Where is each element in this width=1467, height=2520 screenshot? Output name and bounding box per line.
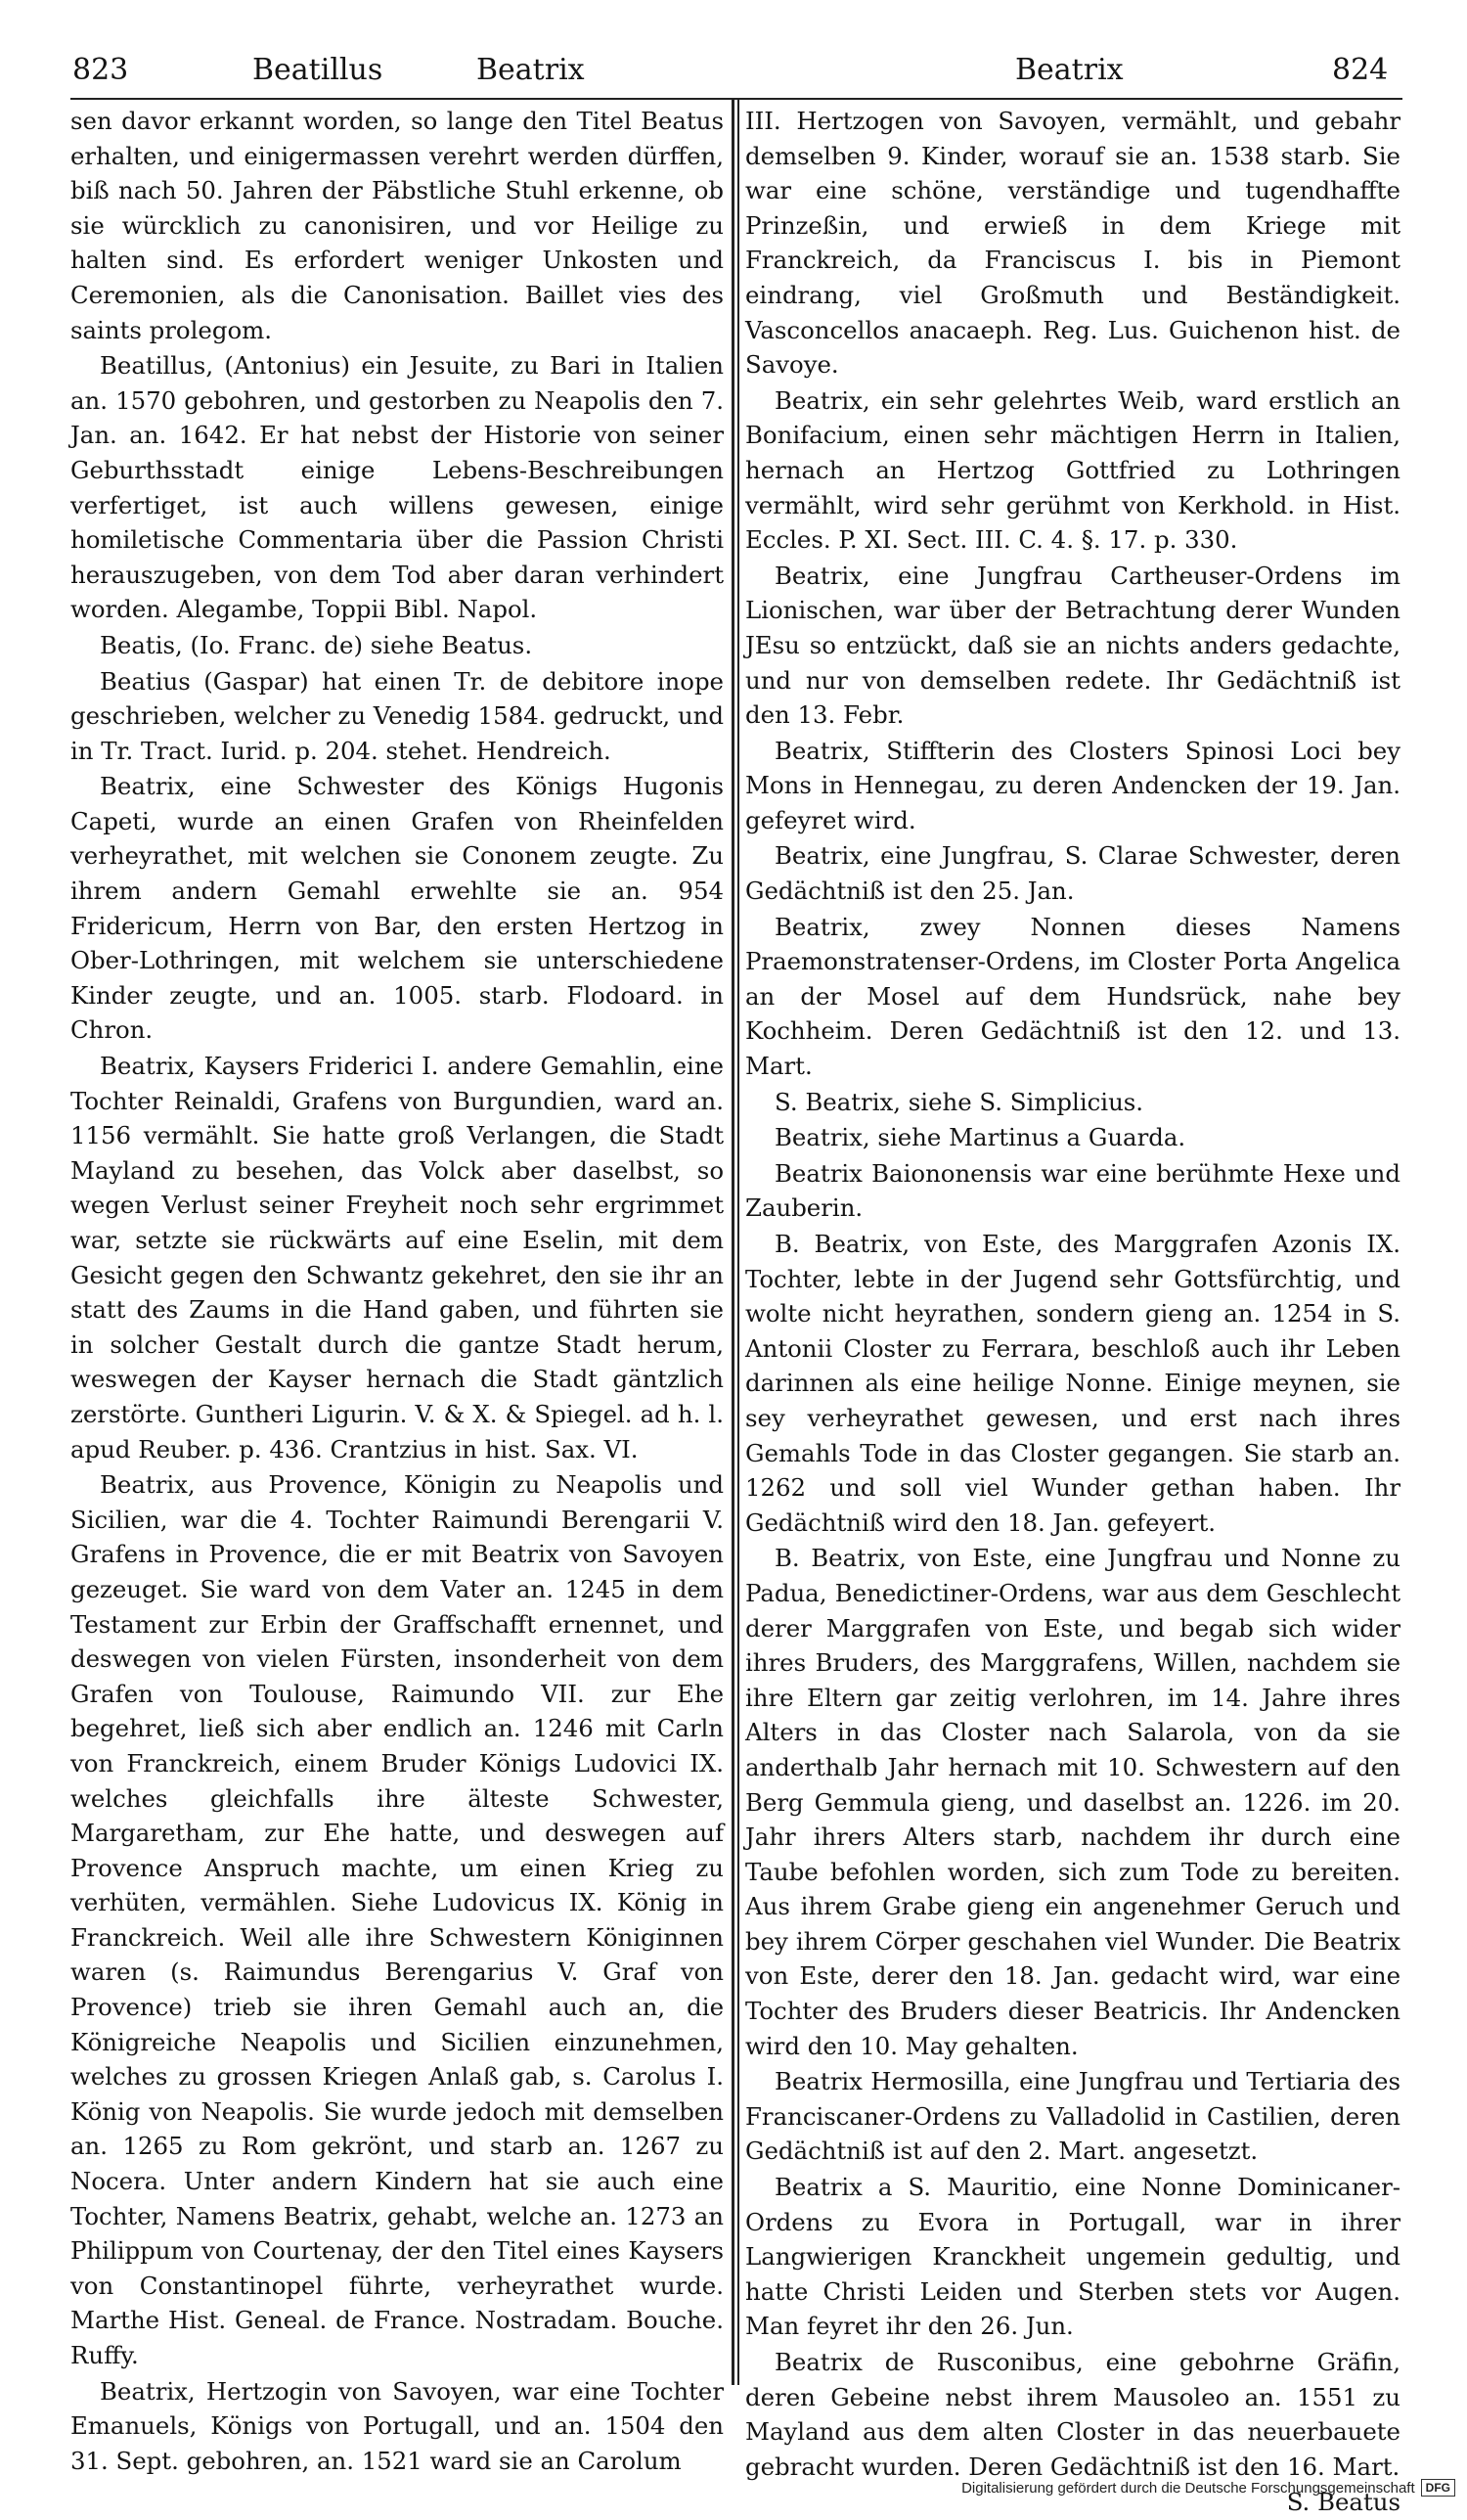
entry-paragraph: Beatrix Baiononensis war eine berühmte Hexe und Zauberin. (745, 1158, 1400, 1223)
digitization-footer (961, 2479, 1455, 2497)
entry-paragraph: Beatrix, siehe Martinus a Guarda. (775, 1123, 1186, 1152)
footer-text: Digitalisierung gefördert durch die Deutsche Forschungsgemeinschaft (961, 2479, 1415, 2497)
entry-paragraph: Beatrix, Hertzogin von Savoyen, war eine Tochter Emanuels, Königs von Portugall, und an. 1504 den 31. Sept. gebohren, an. 1521 ward sie an Carolum (70, 2376, 724, 2475)
dfg-logo: DFG (1421, 2479, 1455, 2497)
catchword-left-2: Beatrix (476, 53, 585, 87)
catchword-right: Beatrix (1015, 53, 1124, 87)
column-divider (732, 98, 734, 2385)
entry-paragraph: Beatius (Gaspar) hat einen Tr. de debitore inope geschrieben, welcher zu Venedig 1584. gedruckt, und in Tr. Tract. Iurid. p. 204. stehet. Hendreich. (70, 666, 724, 765)
entry-paragraph: Beatrix, eine Jungfrau, S. Clarae Schwester, deren Gedächtniß ist den 25. Jan. (745, 841, 1400, 906)
entry-paragraph: Beatrix, ein sehr gelehrtes Weib, ward erstlich an Bonifacium, einen sehr mächtigen Herrn in Italien, hernach an Hertzog Gottfried zu Lothringen vermählt, wird sehr gerühmt von Kerkhold. in Hist. Eccles. P. XI. Sect. III. C. 4. §. 17. p. 330. (745, 385, 1400, 555)
entry-paragraph: Beatrix, eine Schwester des Königs Hugonis Capeti, wurde an einen Grafen von Rheinfelden verheyrathet, mit welchen sie Cononem zeugte. Zu ihrem andern Gemahl erwehlte sie an. 954 Fridericum, Herrn von Bar, den ersten Hertzog in Ober-Lothringen, mit welchem sie unterschiedene Kinder zeugte, und an. 1005. starb. Flodoard. in Chron. (70, 772, 724, 1045)
left-column (70, 104, 724, 2475)
entry-paragraph: Beatrix, aus Provence, Königin zu Neapolis und Sicilien, war die 4. Tochter Raimundi Berengarii V. Grafens in Provence, die er mit Beatrix von Savoyen gezeuget. Sie ward von dem Vater an. 1245 in dem Testament zur Erbin der Graffschafft ernennet, und deswegen von vielen Fürsten, insonderheit von dem Grafen von Toulouse, Raimundo VII. zur Ehe begehret, ließ sich aber endlich an. 1246 mit Carln von Franckreich, einem Bruder Königs Ludovici IX. welches gleichfalls ihre älteste Schwester, Margaretham, zur Ehe hatte, und deswegen auf Provence Anspruch machte, um einen Krieg zu verhüten, vermählen. Siehe Ludovicus IX. König in Franckreich. Weil alle ihre Schwestern Königinnen waren (s. Raimundus Berengarius V. Graf von Provence) trieb sie ihren Gemahl auch an, die Königreiche Neapolis und Sicilien einzunehmen, welches zu grossen Kriegen Anlaß gab, s. Carolus I. König von Neapolis. Sie wurde jedoch mit demselben an. 1265 zu Rom gekrönt, und starb an. 1267 zu Nocera. Unter andern Kindern hat sie auch eine Tochter, Namens Beatrix, gehabt, welche an. 1273 an Philippum von Courtenay, der den Titel eines Kaysers von Constantinopel führte, verheyrathet wurde. Marthe Hist. Geneal. de France. Nostradam. Bouche. Ruffy. (70, 1470, 724, 2369)
entry-paragraph: Beatrix, Stiffterin des Closters Spinosi Loci bey Mons in Hennegau, zu deren Andencken der 19. Jan. gefeyret wird. (745, 736, 1400, 834)
header-rule (70, 98, 1402, 100)
entry-paragraph: sen davor erkannt worden, so lange den Titel Beatus erhalten, und einigermassen verehrt werden dürffen, biß nach 50. Jahren der Päbstliche Stuhl erkenne, ob sie würcklich zu canonisiren, und vor Heilige zu halten sind. Es erfordert weniger Unkosten und Ceremonien, als die Canonisation. Baillet vies des saints prolegom. (70, 107, 724, 344)
entry-paragraph: Beatrix, zwey Nonnen dieses Namens Praemonstratenser-Ordens, im Closter Porta Angelica an der Mosel auf dem Hundsrück, nahe bey Kochheim. Deren Gedächtniß ist den 12. und 13. Mart. (745, 912, 1400, 1081)
entry-paragraph: III. Hertzogen von Savoyen, vermählt, und gebahr demselben 9. Kinder, worauf sie an. 1538 starb. Sie war eine schöne, verständige und tugendhaffte Prinzeßin, und erwieß in dem Kriege mit Franckreich, da Franciscus I. bis in Piemont eindrang, viel Großmuth und Beständigkeit. Vasconcellos anacaeph. Reg. Lus. Guichenon hist. de Savoye. (745, 107, 1400, 380)
column-divider-second (737, 98, 739, 2385)
catchword-left-1: Beatillus (252, 53, 383, 87)
page-header (68, 51, 1399, 100)
page-number-left: 823 (72, 53, 129, 87)
entry-paragraph: Beatrix de Rusconibus, eine gebohrne Gräfin, deren Gebeine nebst ihrem Mausoleo an. 1551 zu Mayland aus dem alten Closter in das neuerbauete gebracht wurden. Deren Gedächtniß ist den 16. Mart. (745, 2348, 1400, 2481)
entry-paragraph: Beatrix, Kaysers Friderici I. andere Gemahlin, eine Tochter Reinaldi, Grafens von Burgundien, ward an. 1156 vermählt. Sie hatte groß Verlangen, die Stadt Mayland zu besehen, das Volck aber daselbst, so wegen Verlust seiner Freyheit noch sehr ergrimmet war, setzte sie rückwärts auf eine Eselin, mit dem Gesicht gegen den Schwantz gekehret, den sie ihr an statt des Zaums in die Hand gaben, und führten sie in solcher Gestalt durch die gantze Stadt herum, weswegen der Kayser hernach die Stadt gäntzlich zerstörte. Guntheri Ligurin. V. & X. & Spiegel. ad h. l. apud Reuber. p. 436. Crantzius in hist. Sax. VI. (70, 1052, 724, 1463)
entry-paragraph: Beatrix, eine Jungfrau Cartheuser-Ordens im Lionischen, war über der Betrachtung derer Wunden JEsu so entzückt, daß sie an nichts anders gedachte, und nur von demselben redete. Ihr Gedächtniß ist den 13. Febr. (745, 561, 1400, 730)
entry-paragraph: Beatillus, (Antonius) ein Jesuite, zu Bari in Italien an. 1570 gebohren, und gestorben zu Neapolis den 7. Jan. an. 1642. Er hat nebst der Historie von seiner Geburthsstadt einige Lebens-Beschreibungen verfertiget, ist auch willens gewesen, einige homiletische Commentaria über die Passion Christi herauszugeben, von dem Tod aber daran verhindert worden. Alegambe, Toppii Bibl. Napol. (70, 351, 724, 624)
entry-paragraph: Beatis, (Io. Franc. de) siehe Beatus. (100, 630, 533, 659)
page-number-right: 824 (1332, 53, 1389, 87)
catchword-bottom: S. Beatus (1286, 2488, 1400, 2517)
entry-paragraph: B. Beatrix, von Este, eine Jungfrau und Nonne zu Padua, Benedictiner-Ordens, war aus dem Geschlecht derer Marggrafen von Este, und begab sich wider ihres Bruders, des Marggrafens, Willen, nachdem sie ihre Eltern gar zeitig verlohren, im 14. Jahre ihres Alters in das Closter nach Salarola, von da sie anderthalb Jahr hernach mit 10. Schwestern auf den Berg Gemmula gieng, und daselbst an. 1226. im 20. Jahr ihrers Alters starb, nachdem ihr durch eine Taube befohlen worden, sich zum Tode zu bereiten. Aus ihrem Grabe gieng ein angenehmer Geruch und bey ihrem Cörper geschahen viel Wunder. Die Beatrix von Este, derer den 18. Jan. gedacht wird, war eine Tochter des Bruders dieser Beatricis. Ihr Andencken wird den 10. May gehalten. (745, 1544, 1400, 2060)
entry-paragraph: S. Beatrix, siehe S. Simplicius. (775, 1087, 1144, 1116)
entry-paragraph: Beatrix Hermosilla, eine Jungfrau und Tertiaria des Franciscaner-Ordens zu Valladolid in Castilien, deren Gedächtniß ist auf den 2. Mart. angesetzt. (745, 2067, 1400, 2166)
entry-paragraph: Beatrix a S. Mauritio, eine Nonne Dominicaner-Ordens zu Evora in Portugall, war in ihrer Langwierigen Kranckheit ungemein gedultig, und hatte Christi Leiden und Sterben stets vor Augen. Man feyret ihr den 26. Jun. (745, 2173, 1400, 2341)
entry-paragraph: B. Beatrix, von Este, des Marggrafen Azonis IX. Tochter, lebte in der Jugend sehr Gottsfürchtig, und wolte nicht heyrathen, sondern gieng an. 1254 in S. Antonii Closter zu Ferrara, beschloß auch ihr Leben darinnen als eine heilige Nonne. Einige meynen, sie sey verheyrathet gewesen, und erst nach ihres Gemahls Tode in das Closter gegangen. Sie starb an. 1262 und soll viel Wunder gethan haben. Ihr Gedächtniß wird den 18. Jan. gefeyert. (745, 1230, 1400, 1537)
